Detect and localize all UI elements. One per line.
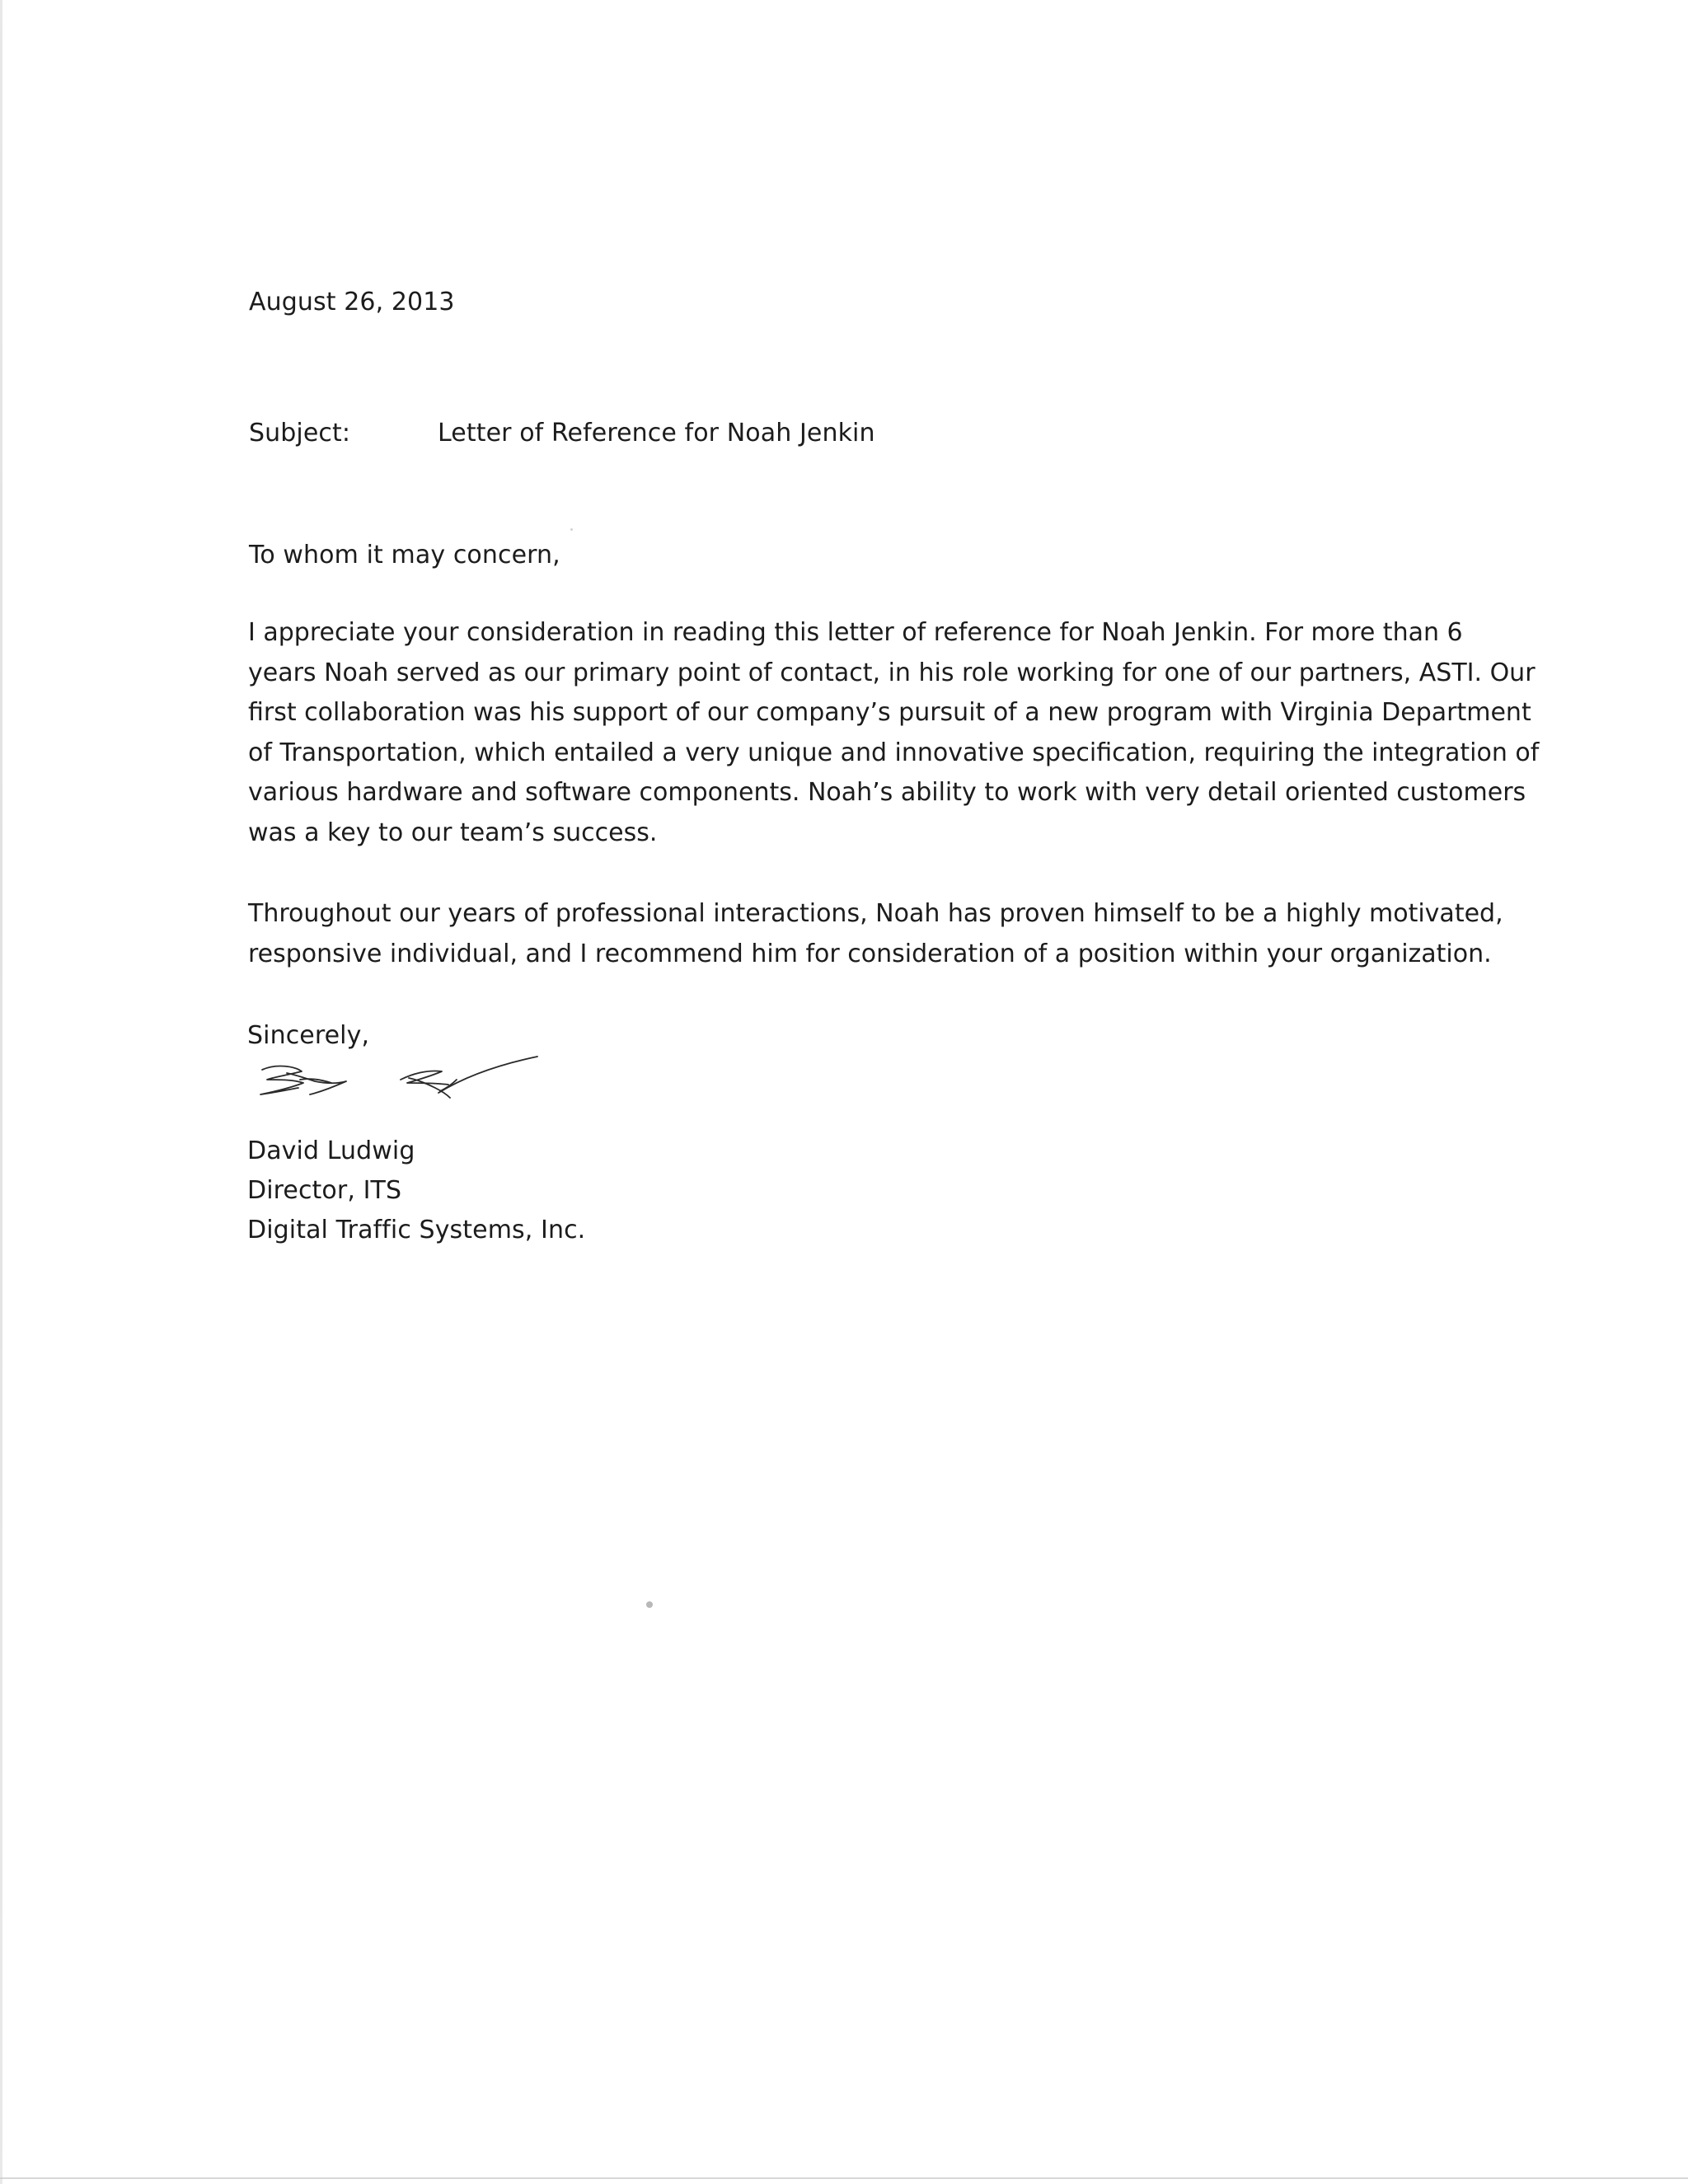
paragraph-line: Throughout our years of professional interactions, Noah has proven himself to be a highly motivated, [248, 899, 1503, 928]
signer-company: Digital Traffic Systems, Inc. [247, 1216, 586, 1244]
signer-name: David Ludwig [247, 1137, 415, 1165]
signer-title: Director, ITS [247, 1176, 402, 1205]
paragraph-line: responsive individual, and I recommend him for consideration of a position within your organization. [248, 939, 1492, 968]
paragraph-line: was a key to our team’s success. [248, 818, 658, 847]
paragraph-line: I appreciate your consideration in reading this letter of reference for Noah Jenkin. For more than 6 [248, 618, 1463, 647]
letter-date: August 26, 2013 [249, 288, 455, 316]
paragraph-line: years Noah served as our primary point of contact, in his role working for one of our partners, ASTI. Our [248, 658, 1536, 687]
salutation: To whom it may concern, [249, 541, 560, 569]
scan-speck [646, 1601, 653, 1608]
paragraph-1 [248, 613, 1540, 853]
scan-speck [570, 528, 573, 531]
paragraph-line: first collaboration was his support of our company’s pursuit of a new program with Virginia Department [248, 698, 1531, 727]
paragraph-line: various hardware and software components. Noah’s ability to work with very detail oriented customers [248, 778, 1526, 807]
subject-label: Subject: [249, 419, 351, 448]
scan-edge [0, 0, 2, 2184]
scan-bottom-edge [0, 2177, 1688, 2179]
paragraph-2 [248, 894, 1501, 974]
handwritten-signature [244, 1055, 557, 1121]
paragraph-line: of Transportation, which entailed a very unique and innovative specification, requiring the integration of [248, 738, 1540, 767]
closing: Sincerely, [247, 1021, 370, 1050]
subject-text: Letter of Reference for Noah Jenkin [438, 419, 875, 448]
